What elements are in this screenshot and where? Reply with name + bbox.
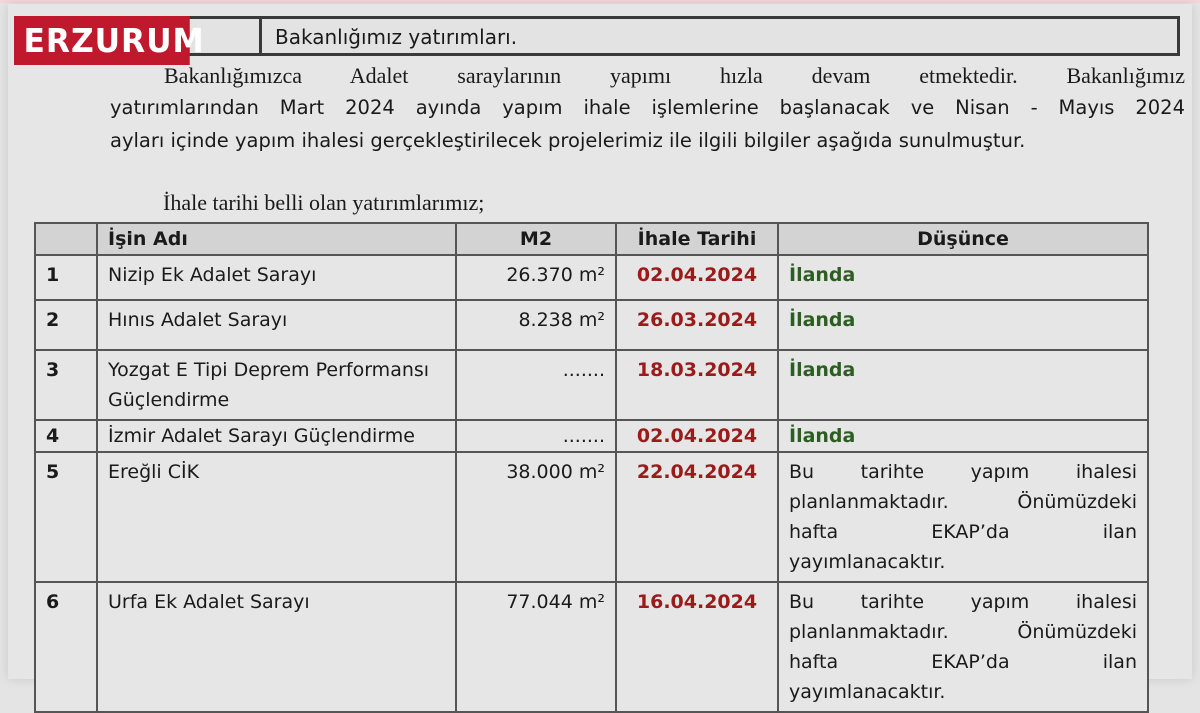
row-no: 6: [35, 582, 97, 712]
paragraph-line-2: yatırımlarından Mart 2024 ayında yapım ihale işlemlerine başlanacak ve Nisan - Mayıs 2024: [110, 96, 1185, 119]
row-name: Urfa Ek Adalet Sarayı: [97, 582, 456, 712]
row-no: 3: [35, 350, 97, 420]
row-no: 1: [35, 255, 97, 300]
row-no: 2: [35, 300, 97, 350]
row-no: 4: [35, 420, 97, 452]
row-note: [778, 452, 1148, 582]
row-m2: 8.238 m²: [456, 300, 616, 350]
table-row: [35, 452, 1148, 582]
row-note: [778, 582, 1148, 712]
note-line: hafta EKAP’da ilan: [789, 651, 1137, 673]
row-m2: .......: [456, 350, 616, 420]
row-date: 26.03.2024: [616, 300, 778, 350]
row-name: Nizip Ek Adalet Sarayı: [97, 255, 456, 300]
row-note: İlanda: [778, 350, 1148, 420]
row-no: 5: [35, 452, 97, 582]
paragraph-line-3: ayları içinde yapım ihalesi gerçekleştirilecek projelerimiz ile ilgili bilgiler aşağıda sunulmuştur.: [110, 129, 1026, 152]
table-header-row: [35, 223, 1148, 255]
row-name: Ereğli CİK: [97, 452, 456, 582]
header-m2: M2: [456, 223, 616, 255]
header-name: İşin Adı: [97, 223, 456, 255]
table-row: [35, 300, 1148, 350]
header-note: Düşünce: [778, 223, 1148, 255]
header-date: İhale Tarihi: [616, 223, 778, 255]
table-row: [35, 350, 1148, 420]
note-line: planlanmaktadır. Önümüzdeki: [789, 491, 1137, 513]
row-note: İlanda: [778, 420, 1148, 452]
row-m2: 77.044 m²: [456, 582, 616, 712]
subtitle: İhale tarihi belli olan yatırımlarımız;: [163, 190, 485, 215]
note-line: Bu tarihte yapım ihalesi: [789, 461, 1137, 483]
note-line: planlanmaktadır. Önümüzdeki: [789, 621, 1137, 643]
row-m2: .......: [456, 420, 616, 452]
row-date: 16.04.2024: [616, 582, 778, 712]
table-row: [35, 582, 1148, 712]
row-date: 02.04.2024: [616, 420, 778, 452]
header-divider: [259, 19, 262, 53]
paragraph-line-1: Bakanlığımızca Adalet saraylarının yapımı hızla devam etmektedir. Bakanlığımız: [164, 63, 1185, 88]
top-border: [0, 0, 1200, 3]
erzurum-logo: ERZURUM: [14, 16, 190, 65]
note-line: Bu tarihte yapım ihalesi: [789, 591, 1137, 613]
row-name: Yozgat E Tipi Deprem Performansı Güçlendirme: [97, 350, 456, 420]
row-name: İzmir Adalet Sarayı Güçlendirme: [97, 420, 456, 452]
header-no: [35, 223, 97, 255]
table-row: [35, 255, 1148, 300]
row-name: Hınıs Adalet Sarayı: [97, 300, 456, 350]
investments-table: [34, 222, 1149, 713]
row-date: 22.04.2024: [616, 452, 778, 582]
note-line: yayımlanacaktır.: [789, 681, 946, 703]
row-date: 02.04.2024: [616, 255, 778, 300]
row-m2: 26.370 m²: [456, 255, 616, 300]
row-note: İlanda: [778, 255, 1148, 300]
table-row: [35, 420, 1148, 452]
row-note: İlanda: [778, 300, 1148, 350]
note-line: hafta EKAP’da ilan: [789, 521, 1137, 543]
row-date: 18.03.2024: [616, 350, 778, 420]
row-m2: 38.000 m²: [456, 452, 616, 582]
section-title: Bakanlığımız yatırımları.: [275, 25, 518, 49]
note-line: yayımlanacaktır.: [789, 551, 946, 573]
